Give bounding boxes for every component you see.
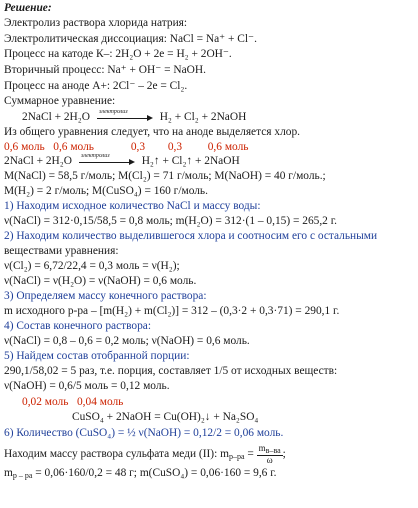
line-molar-masses-1: M(NaCl) = 58,5 г/моль; M(Cl₂) = 71 г/моль; M(NaOH) = 40 г/моль.; <box>4 170 326 182</box>
fraction-numerator: m <box>258 443 266 453</box>
step-1-heading: 1) Находим исходное количество NaCl и массу воды: <box>4 200 261 212</box>
line-dissociation: Электролитическая диссоциация: NaCl = Na⁺ + Cl⁻. <box>4 33 257 45</box>
line-reactant-amounts: ν(NaCl) = ν(H₂O) = ν(NaOH) = 0,6 моль. <box>4 275 197 287</box>
line-cathode-process: Процесс на катоде К–: 2H₂O + 2e = H₂ + 2OH⁻. <box>4 48 232 60</box>
result-m: m <box>4 467 13 479</box>
result-sub: р – ра <box>12 471 33 480</box>
line-anode-conclusion: Из общего уравнения следует, что на аноде выделяется хлор. <box>4 126 300 138</box>
line-step-2-cont: веществами уравнения: <box>4 245 119 257</box>
formula-end: ; <box>282 448 286 461</box>
line-summary-equation <box>22 111 246 124</box>
line-copper-solution-formula <box>4 444 286 465</box>
equation-left: 2NaCl + 2H₂O <box>4 155 72 167</box>
reaction-arrow-icon <box>97 109 153 122</box>
fraction-numerator-sub: в–ва <box>265 446 281 455</box>
mole-annotation-right: 0,3 0,3 0,6 моль <box>130 141 249 153</box>
step-3-heading: 3) Определяем массу конечного раствора: <box>4 290 207 302</box>
arrow-label: электролиз <box>80 153 110 160</box>
mass-fraction-formula <box>257 444 283 465</box>
formula-eq: = <box>244 448 257 461</box>
line-portion-ratio: 290,1/58,02 = 5 раз, т.е. порция, составляет 1/5 от исходных веществ: <box>4 365 338 377</box>
equation-left: 2NaCl + 2H₂O <box>22 111 90 123</box>
step-5-heading: 5) Найдем состав отобранной порции: <box>4 350 190 362</box>
line-final-result <box>4 467 276 482</box>
reaction-arrow-icon <box>79 153 135 166</box>
line-anode-process: Процесс на аноде А+: 2Cl⁻ – 2e = Cl₂. <box>4 80 188 92</box>
result-values: = 0,06·160/0,2 = 48 г; m(CuSO₄) = 0,06·160 = 9,6 г. <box>32 467 277 479</box>
line-summary-label: Суммарное уравнение: <box>4 95 116 107</box>
step-4-heading: 4) Состав конечного раствора: <box>4 320 152 332</box>
formula-intro: Находим массу раствора сульфата меди (II): m <box>4 448 229 461</box>
line-reaction-with-gases <box>4 155 240 168</box>
line-copper-reaction: CuSO₄ + 2NaOH = Cu(OH)₂↓ + Na₂SO₄ <box>72 411 259 423</box>
line-mole-annotations-2: 0,02 моль 0,04 моль <box>22 396 124 408</box>
equation-right: H₂ + Cl₂ + 2NaOH <box>159 111 247 123</box>
line-naoh-portion: ν(NaOH) = 0,6/5 моль = 0,12 моль. <box>4 380 170 392</box>
line-final-solution-mass: m исходного р-ра – [m(H₂) + m(Cl₂)] = 312 – (0,3·2 + 0,3·71) = 290,1 г. <box>4 305 340 317</box>
solution-title: Решение: <box>4 2 52 14</box>
mole-annotation-left: 0,6 моль 0,6 моль <box>4 141 94 153</box>
line-secondary-process: Вторичный процесс: Na⁺ + OH⁻ = NaOH. <box>4 64 206 76</box>
fraction-denominator: ω <box>266 455 273 465</box>
line-chlorine-amount: ν(Cl₂) = 6,72/22,4 = 0,3 моль = ν(H₂); <box>4 260 180 272</box>
line-electrolysis-intro: Электролиз раствора хлорида натрия: <box>4 17 188 29</box>
line-molar-masses-2: M(H₂) = 2 г/моль; M(CuSO₄) = 160 г/моль. <box>4 185 208 197</box>
line-final-composition: ν(NaCl) = 0,8 – 0,6 = 0,2 моль; ν(NaOH) = 0,6 моль. <box>4 335 250 347</box>
line-mole-annotations <box>4 141 248 154</box>
step-6-heading: 6) Количество (CuSO₄) = ½ ν(NaOH) = 0,12/2 = 0,06 моль. <box>4 427 284 439</box>
arrow-label: электролиз <box>98 109 128 116</box>
line-step-1-calc: ν(NaCl) = 312·0,15/58,5 = 0,8 моль; m(H₂O) = 312·(1 – 0,15) = 265,2 г. <box>4 215 337 227</box>
equation-right: H₂↑ + Cl₂↑ + 2NaOH <box>141 155 240 167</box>
formula-sub: р–ра <box>228 452 245 462</box>
step-2-heading: 2) Находим количество выделившегося хлора и соотносим его с остальными <box>4 230 378 242</box>
